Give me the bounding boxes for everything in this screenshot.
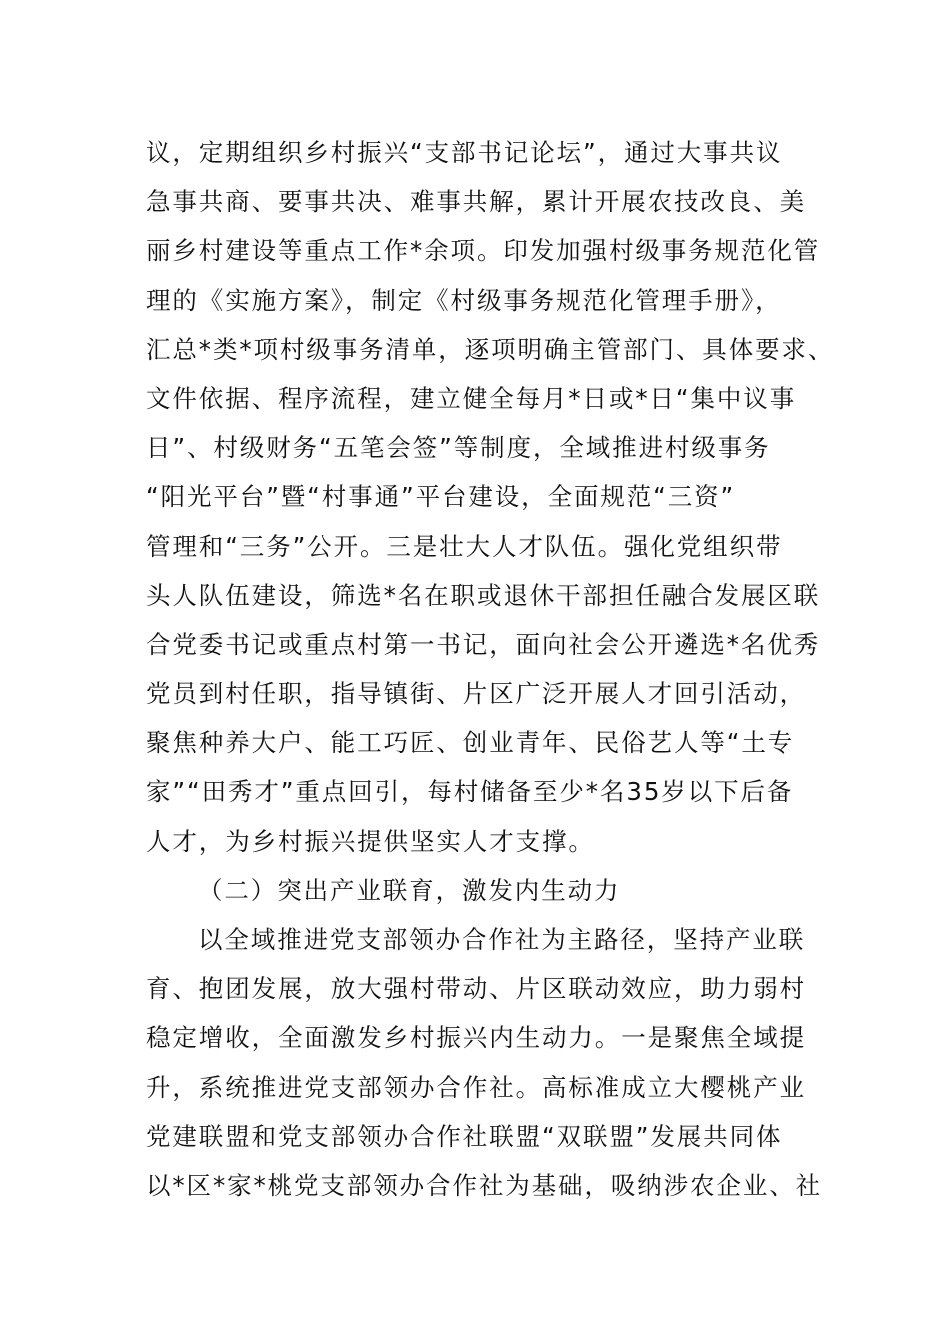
paragraph-first-line: 以全域推进党支部领办合作社为主路径，坚持产业联 <box>198 925 806 954</box>
text-line: 议，定期组织乡村振兴“支部书记论坛”，通过大事共议 <box>146 138 783 167</box>
text-line: “阳光平台”暨“村事通”平台建设，全面规范“三资” <box>146 482 736 512</box>
text-line: 管理和“三务”公开。三是壮大人才队伍。强化党组织带 <box>146 531 783 561</box>
text-line: 日”、村级财务“五笔会签”等制度，全域推进村级事务 <box>146 433 771 463</box>
text-line: 丽乡村建设等重点工作*余项。印发加强村级事务规范化管 <box>146 236 821 266</box>
text-line: 聚焦种养大户、能工巧匠、创业青年、民俗艺人等“土专 <box>146 728 795 758</box>
text-line: 党员到村任职，指导镇街、片区广泛开展人才回引活动， <box>146 679 806 709</box>
text-line: 党建联盟和党支部领办合作社联盟“双联盟”发展共同体 <box>146 1121 783 1151</box>
text-line: 人才，为乡村振兴提供坚实人才支撑。 <box>146 826 595 856</box>
text-line: 育、抱团发展，放大强村带动、片区联动效应，助力弱村 <box>146 974 806 1004</box>
document-body <box>146 128 835 1210</box>
text-line: 汇总*类*项村级事务清单，逐项明确主管部门、具体要求、 <box>146 334 835 364</box>
text-line: 稳定增收，全面激发乡村振兴内生动力。一是聚焦全域提 <box>146 1023 806 1053</box>
text-line: 家”“田秀才”重点回引，每村储备至少*名35岁以下后备 <box>146 777 794 807</box>
text-line: 头人队伍建设，筛选*名在职或退休干部担任融合发展区联 <box>146 580 821 610</box>
section-heading: （二）突出产业联育，激发内生动力 <box>198 875 621 905</box>
text-line: 理的《实施方案》，制定《村级事务规范化管理手册》， <box>146 285 782 315</box>
text-line: 急事共商、要事共决、难事共解，累计开展农技改良、美 <box>146 187 806 217</box>
text-line: 文件依据、程序流程，建立健全每月*日或*日“集中议事 <box>146 383 797 413</box>
text-line: 合党委书记或重点村第一书记，面向社会公开遴选*名优秀 <box>146 629 821 659</box>
text-line: 升，系统推进党支部领办合作社。高标准成立大樱桃产业 <box>146 1072 806 1102</box>
text-line: 以*区*家*桃党支部领办合作社为基础，吸纳涉农企业、社 <box>146 1170 823 1200</box>
